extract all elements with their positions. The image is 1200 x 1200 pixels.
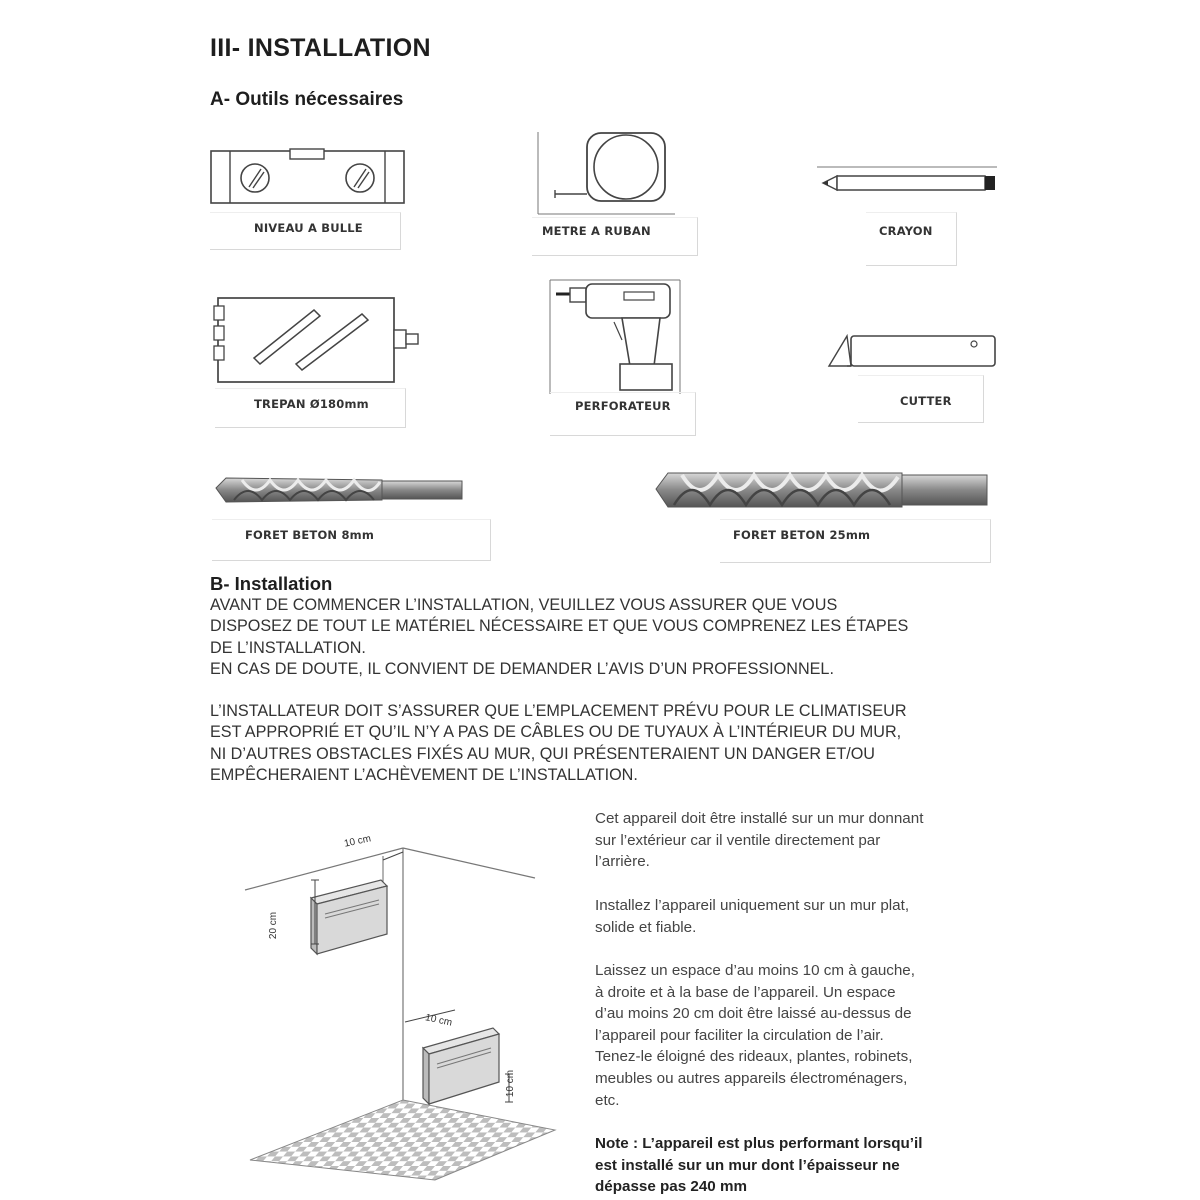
paragraph-installer: L’INSTALLATEUR DOIT S’ASSURER QUE L’EMPLACEMENT PRÉVU POUR LE CLIMATISEUR EST APPROPRIÉ ET QU’IL N’Y A PAS DE CÂBLES OU DE TUYAUX À L’INTÉRIEUR DU MUR, NI D’AUTRES OBSTACLES FIXÉS AU MUR, QUI PRÉSENTERAIENT UN DANGER ET/OU EMPÊCHERAIENT L’ACHÈVEMENT DE L’INSTALLATION.: [210, 702, 907, 784]
drill-icon: [548, 280, 683, 395]
hole-saw-label: TREPAN Ø180mm: [254, 397, 369, 411]
tools-heading: A- Outils nécessaires: [210, 89, 404, 110]
bit-8mm-label: FORET BETON 8mm: [245, 528, 375, 542]
text-note: Note : L’appareil est plus performant lorsqu’il est installé sur un mur dont l’épaisseur ne dépasse pas 240 mm: [595, 1135, 923, 1196]
section-title: III- INSTALLATION: [210, 34, 431, 62]
cutter-label: CUTTER: [900, 394, 952, 408]
drill-label: PERFORATEUR: [575, 399, 671, 413]
text-exterior-wall: Cet appareil doit être installé sur un mur donnant sur l’extérieur car il ventile directement par l’arrière.: [595, 810, 924, 871]
clearance-diagram: [245, 830, 585, 1180]
pencil-label: CRAYON: [879, 224, 933, 238]
tape-measure-icon: [535, 128, 675, 218]
dim-top-width: 10 cm: [343, 833, 373, 850]
pencil-label-box: [866, 212, 957, 266]
hole-saw-icon: [212, 292, 427, 392]
level-label: NIVEAU A BULLE: [254, 221, 363, 235]
pencil-icon: [815, 163, 1000, 203]
dim-bottom-height: 10 cm: [505, 1069, 517, 1098]
text-flat-wall: Installez l’appareil uniquement sur un mur plat, solide et fiable.: [595, 897, 910, 936]
dim-top-height: 20 cm: [268, 911, 280, 940]
drill-bit-25mm-icon: [652, 465, 992, 515]
bit-25mm-label: FORET BETON 25mm: [733, 528, 871, 542]
dim-bottom-width: 10 cm: [424, 1012, 454, 1029]
tape-label: METRE A RUBAN: [542, 224, 651, 238]
install-heading: B- Installation: [210, 573, 333, 594]
text-clearance: Laissez un espace d’au moins 10 cm à gauche, à droite et à la base de l’appareil. Un espace d’au moins 20 cm doit être laissé au-dessus de l’appareil pour faciliter la circulation de l’air. Tenez-le éloigné des rideaux, plantes, robinets, meubles ou autres appareils électroménagers, etc.: [595, 962, 915, 1109]
drill-bit-8mm-icon: [212, 470, 467, 510]
bubble-level-icon: [208, 145, 408, 215]
paragraph-before-install: AVANT DE COMMENCER L’INSTALLATION, VEUILLEZ VOUS ASSURER QUE VOUS DISPOSEZ DE TOUT LE MATÉRIEL NÉCESSAIRE ET QUE VOUS COMPRENEZ LES ÉTAPES DE L’INSTALLATION. EN CAS DE DOUTE, IL CONVIENT DE DEMANDER L’AVIS D’UN PROFESSIONNEL.: [210, 596, 909, 678]
cutter-icon: [825, 328, 1000, 373]
